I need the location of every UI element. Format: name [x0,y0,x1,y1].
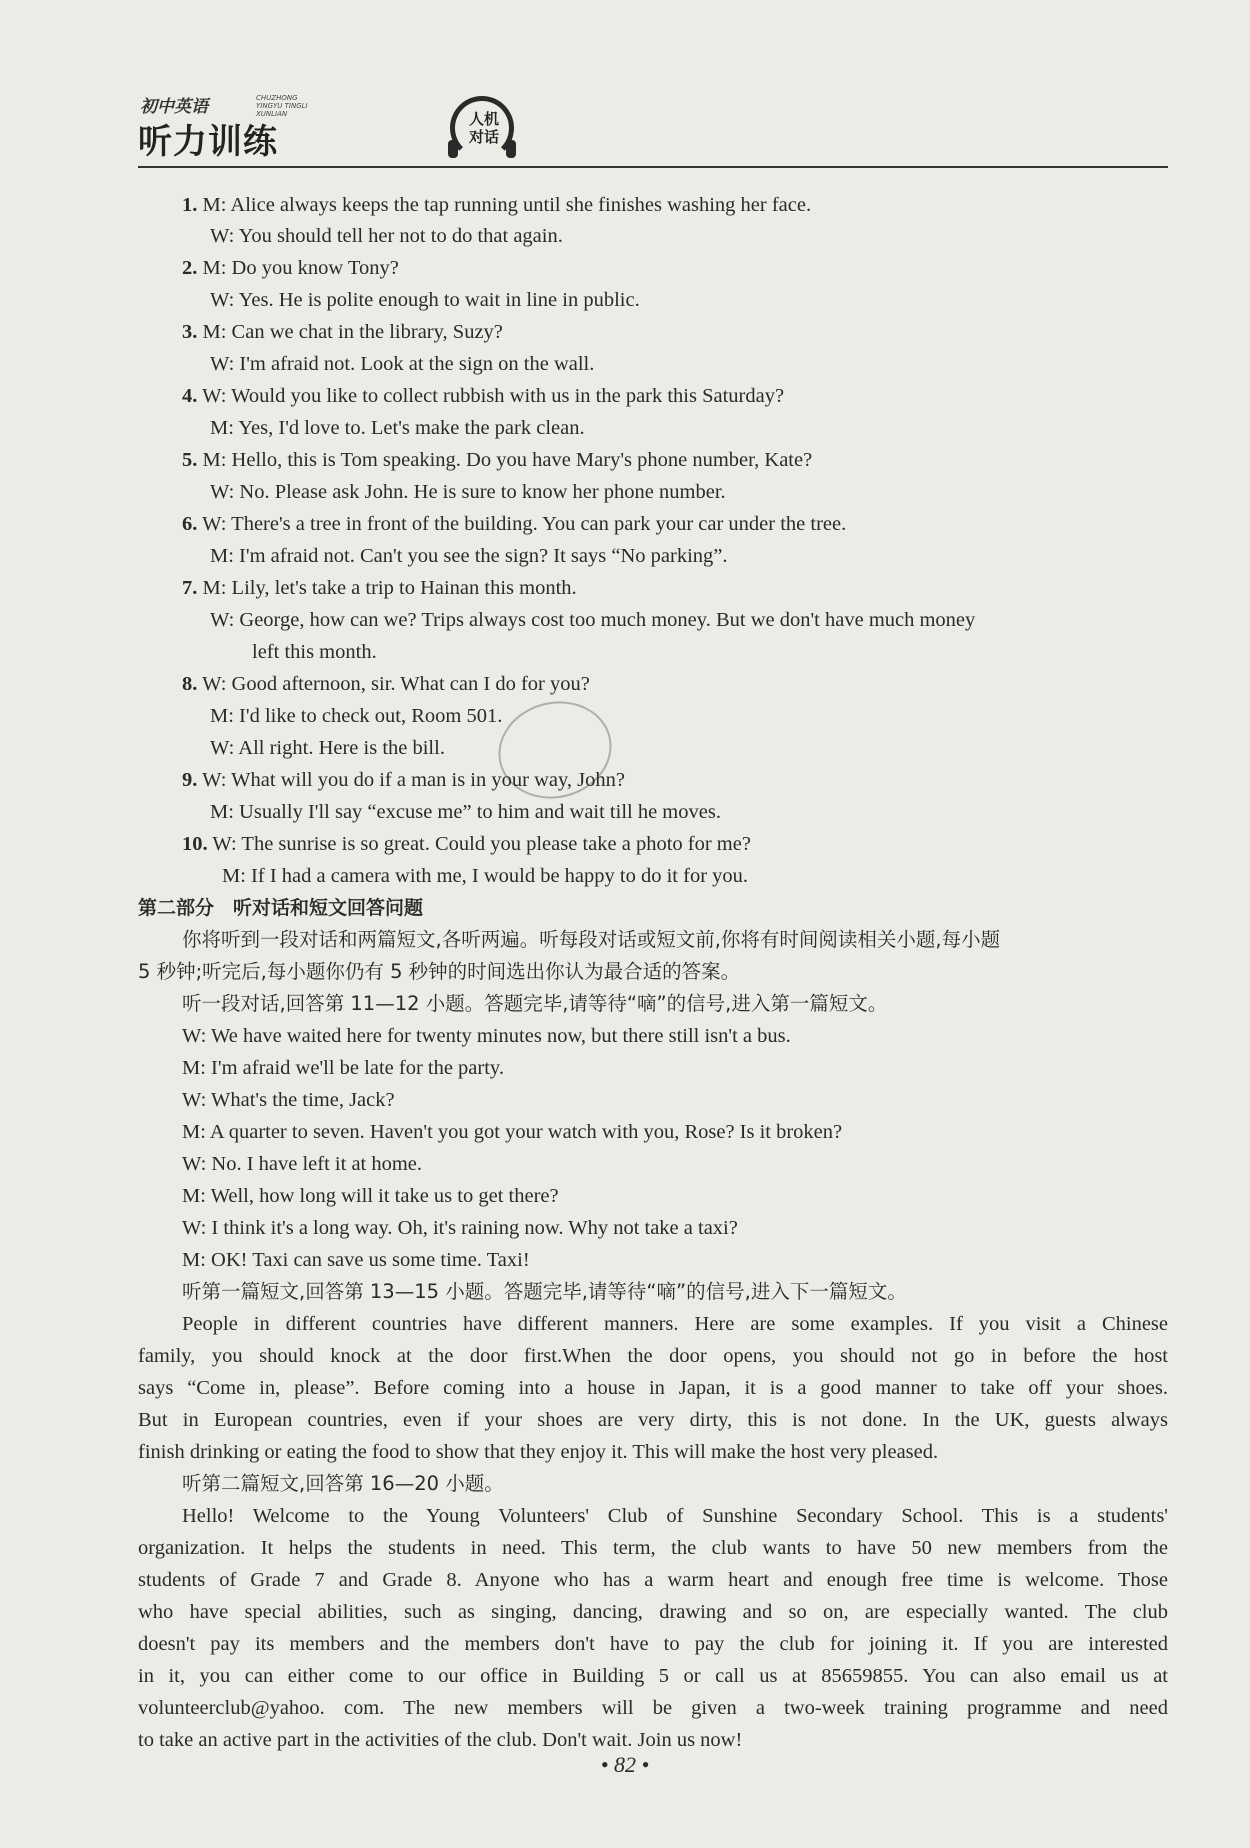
dialog-1-b: W: You should tell her not to do that again. [210,225,563,247]
dialog-5-a: 5. M: Hello, this is Tom speaking. Do you have Mary's phone number, Kate? [182,449,813,471]
passage2-line: students of Grade 7 and Grade 8. Anyone who has a warm heart and enough free time is welcome. Those [138,1569,1168,1591]
passage2-line: to take an active part in the activities of the club. Don't wait. Join us now! [138,1729,743,1751]
dialog-line: W: I think it's a long way. Oh, it's raining now. Why not take a taxi? [182,1217,738,1239]
dialog-10-b: M: If I had a camera with me, I would be happy to do it for you. [222,865,749,887]
dialog-7-c: left this month. [252,641,377,663]
dialog-3-b: W: I'm afraid not. Look at the sign on the wall. [210,353,595,375]
dialog-6-a: 6. W: There's a tree in front of the building. You can park your car under the tree. [182,513,847,535]
dialog-line: M: Well, how long will it take us to get there? [182,1185,559,1207]
dialog-6-b: M: I'm afraid not. Can't you see the sign? It says “No parking”. [210,545,728,567]
dialog-4-b: M: Yes, I'd love to. Let's make the park clean. [210,417,585,439]
header-rule [138,166,1168,168]
part2-intro-2: 5 秒钟;听完后,每小题你仍有 5 秒钟的时间选出你认为最合适的答案。 [138,960,741,983]
header-badge: 人机对话 [468,110,499,146]
page-number: • 82 • [600,1752,650,1777]
dialog-line: M: I'm afraid we'll be late for the party. [182,1057,504,1079]
dialog-line: W: We have waited here for twenty minutes now, but there still isn't a bus. [182,1025,791,1047]
passage2-line: Hello! Welcome to the Young Volunteers' Club of Sunshine Secondary School. This is a students' [182,1505,1168,1527]
passage2-line: doesn't pay its members and the members don't have to pay the club for joining it. If you are interested [138,1633,1168,1655]
dialog-2-b: W: Yes. He is polite enough to wait in line in public. [210,289,640,311]
passage1-line: People in different countries have different manners. Here are some examples. If you visit a Chinese [182,1313,1168,1335]
header-title: 听力训练 [138,122,278,162]
dialog-line: W: No. I have left it at home. [182,1153,423,1175]
part2-instr-dialog: 听一段对话,回答第 11—12 小题。答题完毕,请等待“嘀”的信号,进入第一篇短文。 [182,992,888,1015]
passage1-line: says “Come in, please”. Before coming into a house in Japan, it is a good manner to take off your shoes. [138,1377,1168,1399]
passage1-line: family, you should knock at the door first.When the door opens, you should not go in before the host [138,1345,1168,1367]
dialog-8-c: W: All right. Here is the bill. [210,737,445,759]
header-pinyin: CHUZHONG YINGYU TINGLI XUNLIAN [256,94,308,118]
dialog-10-a: 10. W: The sunrise is so great. Could you please take a photo for me? [182,833,751,855]
dialog-9-b: M: Usually I'll say “excuse me” to him and wait till he moves. [210,801,721,823]
passage2-line: volunteerclub@yahoo. com. The new members will be given a two-week training programme and need [138,1697,1168,1719]
part2-instr-passage1: 听第一篇短文,回答第 13—15 小题。答题完毕,请等待“嘀”的信号,进入下一篇短文。 [182,1280,907,1303]
dialog-4-a: 4. W: Would you like to collect rubbish with us in the park this Saturday? [182,385,785,407]
passage1-line: finish drinking or eating the food to show that they enjoy it. This will make the host very pleased. [138,1441,939,1463]
dialog-7-b: W: George, how can we? Trips always cost too much money. But we don't have much money [210,609,976,631]
dialog-8-b: M: I'd like to check out, Room 501. [210,705,503,727]
part2-heading: 第二部分 听对话和短文回答问题 [138,897,424,919]
dialog-7-a: 7. M: Lily, let's take a trip to Hainan this month. [182,577,577,599]
passage2-line: in it, you can either come to our office in Building 5 or call us at 85659855. You can also email us at [138,1665,1168,1687]
dialog-2-a: 2. M: Do you know Tony? [182,257,399,279]
header-subtitle: 初中英语 [140,97,208,117]
passage2-line: organization. It helps the students in need. This term, the club wants to have 50 new members from the [138,1537,1168,1559]
part2-intro-1: 你将听到一段对话和两篇短文,各听两遍。听每段对话或短文前,你将有时间阅读相关小题,每小题 [182,928,1001,951]
dialog-line: W: What's the time, Jack? [182,1089,395,1111]
book-header [138,88,1168,168]
part2-instr-passage2: 听第二篇短文,回答第 16—20 小题。 [182,1472,504,1495]
dialog-1-a: 1. M: Alice always keeps the tap running until she finishes washing her face. [182,194,812,216]
dialog-8-a: 8. W: Good afternoon, sir. What can I do for you? [182,673,590,695]
passage2-line: who have special abilities, such as singing, dancing, drawing and so on, are especially wanted. The club [138,1601,1168,1623]
dialog-3-a: 3. M: Can we chat in the library, Suzy? [182,321,503,343]
dialog-9-a: 9. W: What will you do if a man is in your way, John? [182,769,625,791]
passage1-line: But in European countries, even if your shoes are very dirty, this is not done. In the UK, guests always [138,1409,1168,1431]
dialog-5-b: W: No. Please ask John. He is sure to know her phone number. [210,481,726,503]
dialog-line: M: OK! Taxi can save us some time. Taxi! [182,1249,530,1271]
headphones-icon [444,96,530,166]
dialog-line: M: A quarter to seven. Haven't you got your watch with you, Rose? Is it broken? [182,1121,843,1143]
